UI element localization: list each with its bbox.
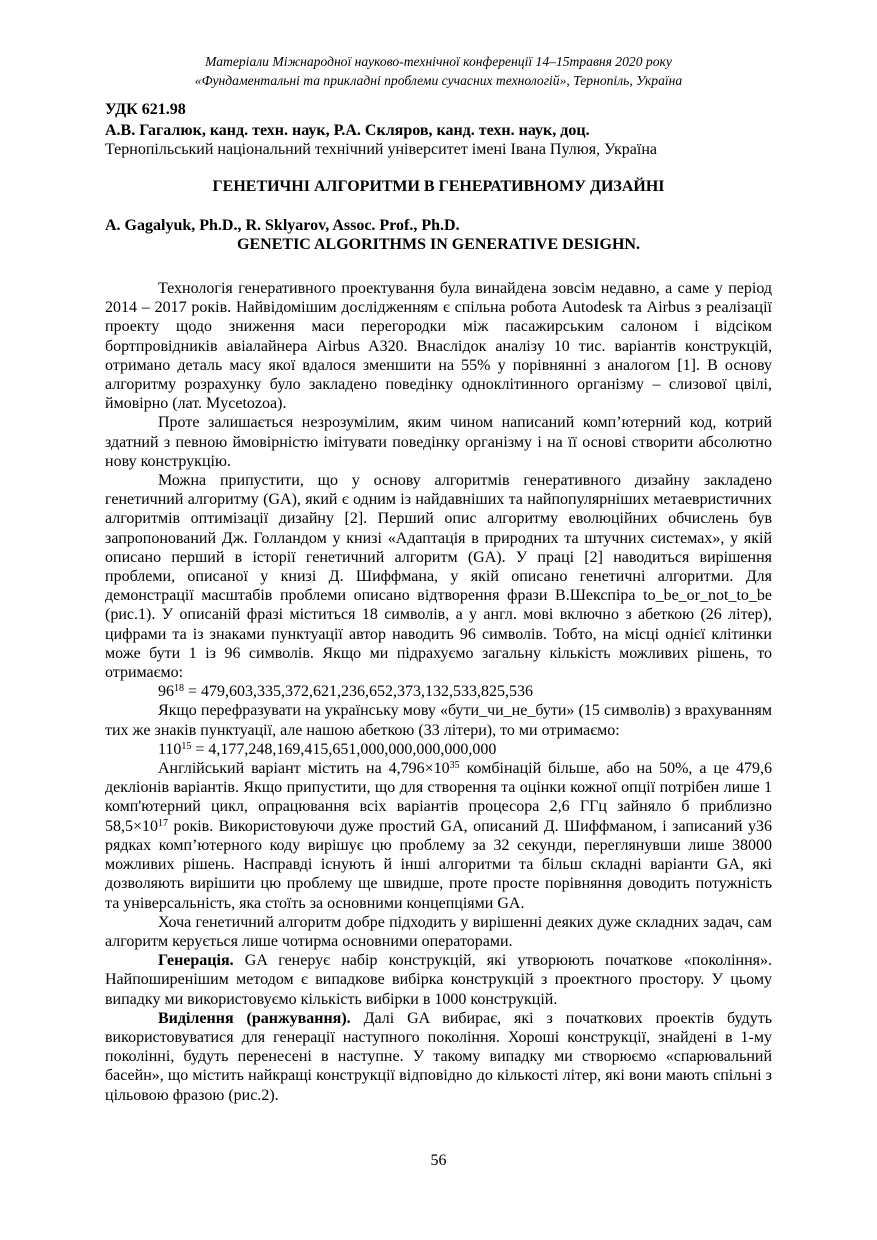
page-number: 56 — [430, 1152, 447, 1169]
formula-1-result: = 479,603,335,372,621,236,652,373,132,533,825,536 — [184, 683, 534, 701]
paragraph-3: Можна припустити, що у основу алгоритмів генеративного дизайну закладено генетичний алгоритму (GA), який є одним із найдавніших та найпопулярніших метаевристичних алгоритмів оптимізації дизайну [2]. Перший опис алгоритму еволюційних обчислень був запропонований Дж. Голландом у книзі «Адаптація в природних та штучних системах», у якій описано перший в історії генетичний алгоритм (GA). У праці [2] наводиться вирішення проблеми, описаної у книзі Д. Шиффмана, у якій описано генетичні алгоритми. Для демонстрації масштабів проблеми описано відтворення фрази В.Шекспіра to_be_or_not_to_be (рис.1). У описаній фразі міститься 18 символів, а у англ. мові включно з абеткою (26 літер), цифрами та із знаками пунктуації автор наводить 96 символів. Тобто, на місці однієї клітинки може бути 1 із 96 символів. Якщо ми підрахуємо загальну кількість можливих рішень, то отримаємо: — [105, 472, 772, 682]
paragraph-4: Якщо перефразувати на українську мову «бути_чи_не_бути» (15 символів) з врахуванням тих же знаків пунктуації, але нашою абеткою (33 літери), то ми отримаємо: — [105, 702, 772, 739]
conference-header — [105, 52, 772, 90]
paragraph-8-text: Далі GA вибирає, які з початкових проектів будуть використовуватися для генерації наступного покоління. Хороші конструкції, знайдені в 1-му поколінні, будуть перенесені в наступне. У такому випадку ми створюємо «спарювальний басейн», що містить найкращі конструкції відповідно до кількості літер, які вони мають спільні з цільовою фразою (рис.2). — [105, 1009, 772, 1104]
udk-code: УДК 621.98 — [105, 101, 186, 118]
paragraph-7-text: GA генерує набір конструкцій, які утворюють початкове «покоління». Найпоширенішим методом є випадкове вибірка конструкцій з проектного простору. У цьому випадку ми використовуємо кількість вибірки в 1000 конструкцій. — [105, 952, 772, 1008]
paper-title-ua: ГЕНЕТИЧНІ АЛГОРИТМИ В ГЕНЕРАТИВНОМУ ДИЗАЙНІ — [212, 178, 665, 195]
formula-2-base: 110 — [158, 740, 182, 758]
paper-page — [105, 52, 772, 1105]
paragraph-8-lead: Виділення (ранжування). — [158, 1009, 351, 1027]
header-line-1: Матеріали Міжнародної науково-технічної конференції 14–15травня 2020 року — [205, 54, 672, 69]
formula-1-base: 96 — [158, 683, 174, 701]
paragraph-5-part-c: років. Використовуючи дуже простий GA, описаний Д. Шиффманом, і записаний у36 рядках комп’ютерного коду вирішує цю проблему за 32 секунди, переглянувши лише 38000 можливих рішень. Насправді існують й інші алгоритми та більш складні варіанти GA, які дозволяють вирішити цю проблему ще швидше, проте просте порівняння доводить потужність та універсальність, яка стоїть за основними концепціями GA. — [105, 817, 772, 912]
paragraph-5-part-b: комбінацій більше, або на 50%, а це 479,6 декліонів варіантів. Якщо припустити, що для створення та оцінки кожної опції потрібен лише 1 комп'ютерний цикл, опрацювання всіх варіантів процесора 2,6 ГГц зайняло б приблизно 58,5×10 — [105, 760, 772, 835]
authors-en: A. Gagalyuk, Ph.D., R. Sklyarov, Assoc. Prof., Ph.D. — [105, 217, 460, 234]
formula-2-result: = 4,177,248,169,415,651,000,000,000,000,000 — [191, 740, 497, 758]
paragraph-7 — [105, 951, 772, 1009]
paper-title-en: GENETIC ALGORITHMS IN GENERATIVE DESIGHN. — [237, 236, 640, 253]
affiliation: Тернопільський національний технічний університет імені Івана Пулюя, Україна — [105, 141, 657, 158]
paragraph-1: Технологія генеративного проектування була винайдена зовсім недавно, а саме у період 2014 – 2017 років. Найвідомішим дослідженням є спільна робота Autodesk та Airbus з реалізації проекту щодо зниження маси перегородки між пасажирським салоном і відсіком бортпровідників авіалайнера Airbus A320. Внаслідок аналізу 10 тис. варіантів конструкцій, отримано деталь масу якої вдалося зменшити на 55% у порівнянні з аналогом [1]. В основу алгоритму розрахунку було закладено поведінку одноклітинного організму – слизової цвілі, ймовірно (лат. Mycetozoa). — [105, 280, 772, 413]
paragraph-5-exponent-2: 17 — [158, 817, 169, 829]
paragraph-6: Хоча генетичний алгоритм добре підходить у вирішенні деяких дуже складних задач, сам алгоритм керується лише чотирма основними операторами. — [105, 913, 772, 950]
paragraph-8 — [105, 1009, 772, 1105]
paragraph-5-exponent-1: 35 — [449, 760, 460, 772]
formula-1-exponent: 18 — [174, 683, 184, 695]
formula-2-exponent: 15 — [181, 740, 192, 752]
formula-2 — [105, 740, 772, 759]
header-line-2: «Фундаментальні та прикладні проблеми сучасних технологій», Тернопіль, Україна — [194, 73, 683, 88]
formula-1 — [105, 682, 772, 701]
paragraph-2: Проте залишається незрозумілим, яким чином написаний комп’ютерний код, котрий здатний з певною ймовірністю імітувати поведінку організму і на її основі створити абсолютно нову конструкцію. — [105, 414, 772, 470]
paper-body — [105, 279, 772, 1105]
authors-ua: А.В. Гагалюк, канд. техн. наук, Р.А. Скляров, канд. техн. наук, доц. — [105, 122, 590, 139]
paragraph-5-part-a: Англійський варіант містить на 4,796×10 — [158, 760, 450, 778]
paragraph-7-lead: Генерація. — [158, 952, 234, 970]
paragraph-5 — [105, 759, 772, 913]
